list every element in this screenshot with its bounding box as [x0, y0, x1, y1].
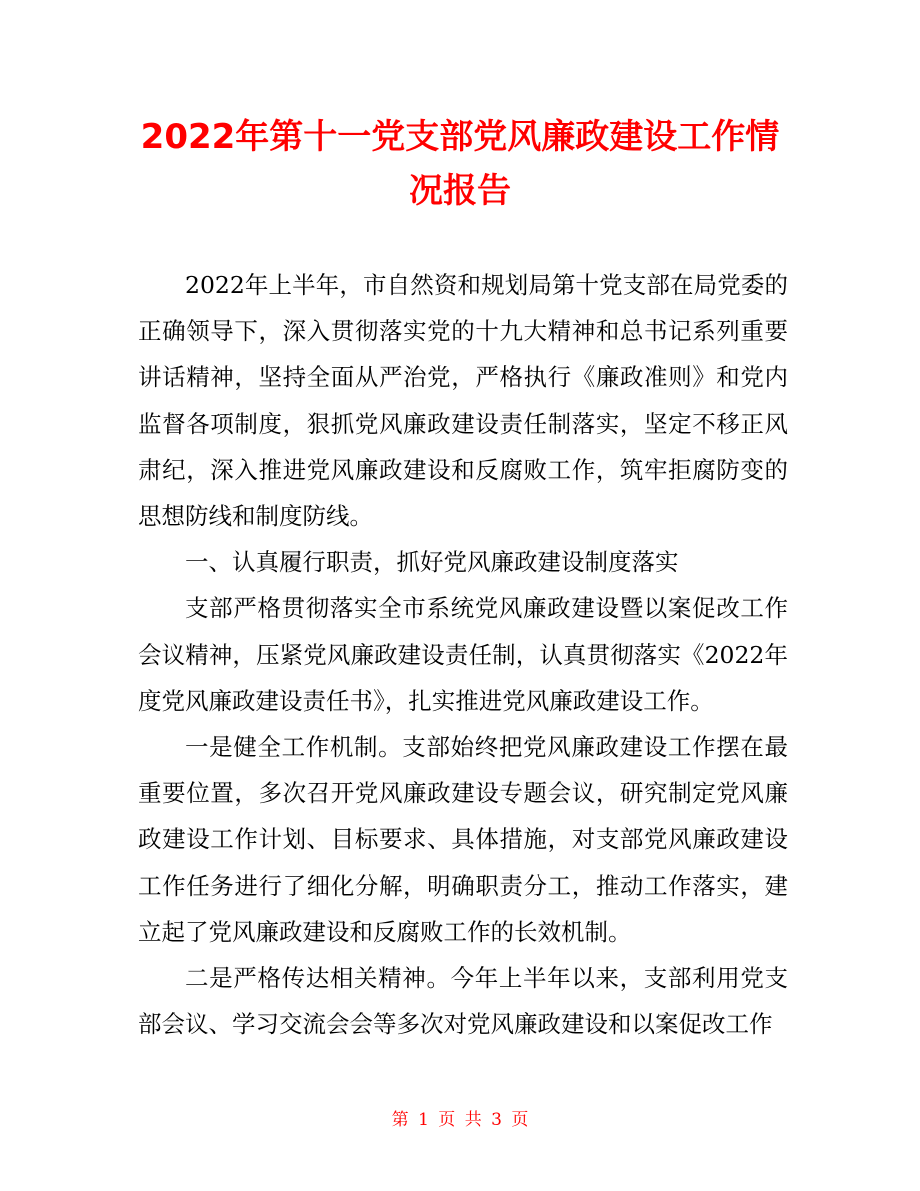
document-title: 2022年第十一党支部党风廉政建设工作情况报告	[140, 117, 780, 211]
paragraph-section-1: 支部严格贯彻落实全市系统党风廉政建设暨以案促改工作会议精神，压紧党风廉政建设责任制，认真贯彻落实《2022年度党风廉政建设责任书》，扎实推进党风廉政建设工作。	[138, 594, 788, 715]
document-body	[138, 262, 788, 1047]
paragraph-point-2: 二是严格传达相关精神。今年上半年以来，支部利用党支部会议、学习交流会会等多次对党风廉政建设和以案促改工作	[138, 964, 788, 1039]
paragraph-intro: 2022年上半年，市自然资和规划局第十党支部在局党委的正确领导下，深入贯彻落实党的十九大精神和总书记系列重要讲话精神，坚持全面从严治党，严格执行《廉政准则》和党内监督各项制度，狠抓党风廉政建设责任制落实，坚定不移正风肃纪，深入推进党风廉政建设和反腐败工作，筑牢拒腐防变的思想防线和制度防线。	[138, 271, 788, 531]
section-heading-1: 一、认真履行职责，抓好党风廉政建设制度落实	[185, 548, 679, 577]
paragraph-point-1: 一是健全工作机制。支部始终把党风廉政建设工作摆在最重要位置，多次召开党风廉政建设专题会议，研究制定党风廉政建设工作计划、目标要求、具体措施，对支部党风廉政建设工作任务进行了细化分解，明确职责分工，推动工作落实，建立起了党风廉政建设和反腐败工作的长效机制。	[138, 733, 788, 946]
page-footer: 第 1 页 共 3 页	[391, 1110, 529, 1130]
